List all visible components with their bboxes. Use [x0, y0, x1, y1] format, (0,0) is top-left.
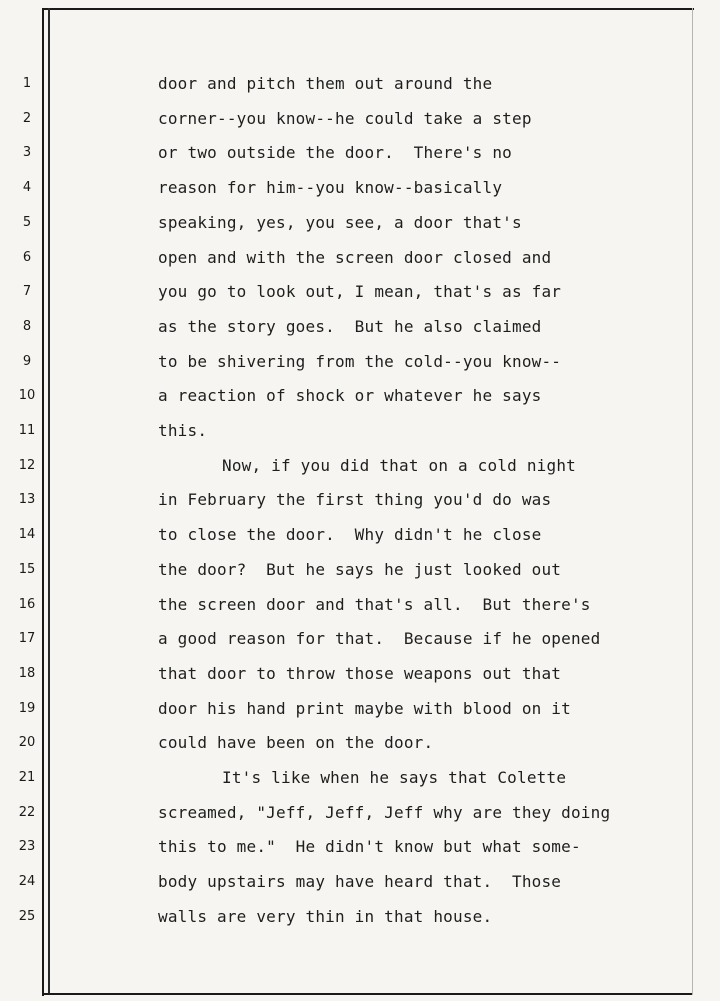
transcript-line: door and pitch them out around the — [158, 74, 493, 93]
transcript-line: corner--you know--he could take a step — [158, 108, 532, 128]
transcript-line: screamed, "Jeff, Jeff, Jeff why are they doing — [158, 802, 611, 822]
line-number: 5 — [22, 214, 32, 230]
line-number: 11 — [18, 423, 36, 438]
transcript-line: this to me." He didn't know but what some- — [158, 837, 581, 857]
line-number: 20 — [18, 735, 36, 751]
transcript-line: open and with the screen door closed and — [158, 247, 552, 267]
page-border-right — [692, 8, 693, 995]
page-border-left-outer — [42, 8, 44, 996]
line-number: 2 — [22, 110, 32, 126]
line-number: 24 — [18, 874, 36, 890]
line-number: 6 — [22, 249, 32, 265]
transcript-line: a good reason for that. Because if he opened — [158, 629, 601, 649]
transcript-line: you go to look out, I mean, that's as far — [158, 282, 562, 302]
transcript-line: that door to throw those weapons out that — [158, 663, 562, 683]
page-border-top — [44, 8, 694, 10]
transcript-line: the screen door and that's all. But there's — [158, 594, 591, 614]
transcript-line: in February the first thing you'd do was — [158, 490, 552, 510]
line-number: 17 — [18, 631, 36, 647]
line-number: 25 — [18, 908, 36, 924]
line-number: 22 — [18, 804, 36, 820]
line-number: 15 — [18, 561, 36, 577]
transcript-line: the door? But he says he just looked out — [158, 559, 562, 579]
transcript-line: door his hand print maybe with blood on it — [158, 698, 571, 718]
line-number: 4 — [22, 180, 32, 196]
transcript-line: to close the door. Why didn't he close — [158, 525, 542, 545]
transcript-line: walls are very thin in that house. — [158, 906, 493, 926]
line-number: 7 — [22, 284, 32, 300]
transcript-line: as the story goes. But he also claimed — [158, 316, 542, 336]
line-number: 10 — [18, 388, 36, 404]
line-number: 16 — [18, 596, 36, 612]
line-number: 23 — [18, 839, 36, 855]
page-border-left-inner — [48, 8, 50, 993]
line-number: 18 — [18, 665, 36, 681]
transcript-line: speaking, yes, you see, a door that's — [158, 212, 522, 232]
line-number: 3 — [22, 145, 32, 161]
line-number: 19 — [18, 700, 36, 716]
page-border-bottom — [42, 993, 692, 995]
line-number: 9 — [22, 353, 32, 369]
transcript-line: or two outside the door. There's no — [158, 143, 512, 163]
transcript-line: reason for him--you know--basically — [158, 178, 503, 198]
line-number: 1 — [22, 76, 32, 91]
transcript-line: a reaction of shock or whatever he says — [158, 386, 542, 406]
transcript-line: could have been on the door. — [158, 733, 434, 753]
line-number: 21 — [18, 770, 36, 785]
transcript-line: body upstairs may have heard that. Those — [158, 872, 562, 892]
transcript-line: this. — [158, 421, 208, 440]
transcript-line: It's like when he says that Colette — [222, 768, 567, 787]
line-number: 14 — [18, 527, 36, 543]
transcript-line: to be shivering from the cold--you know-- — [158, 351, 562, 371]
line-number: 8 — [22, 318, 32, 334]
transcript-line: Now, if you did that on a cold night — [222, 455, 576, 475]
line-number: 12 — [18, 457, 36, 473]
line-number: 13 — [18, 492, 36, 508]
